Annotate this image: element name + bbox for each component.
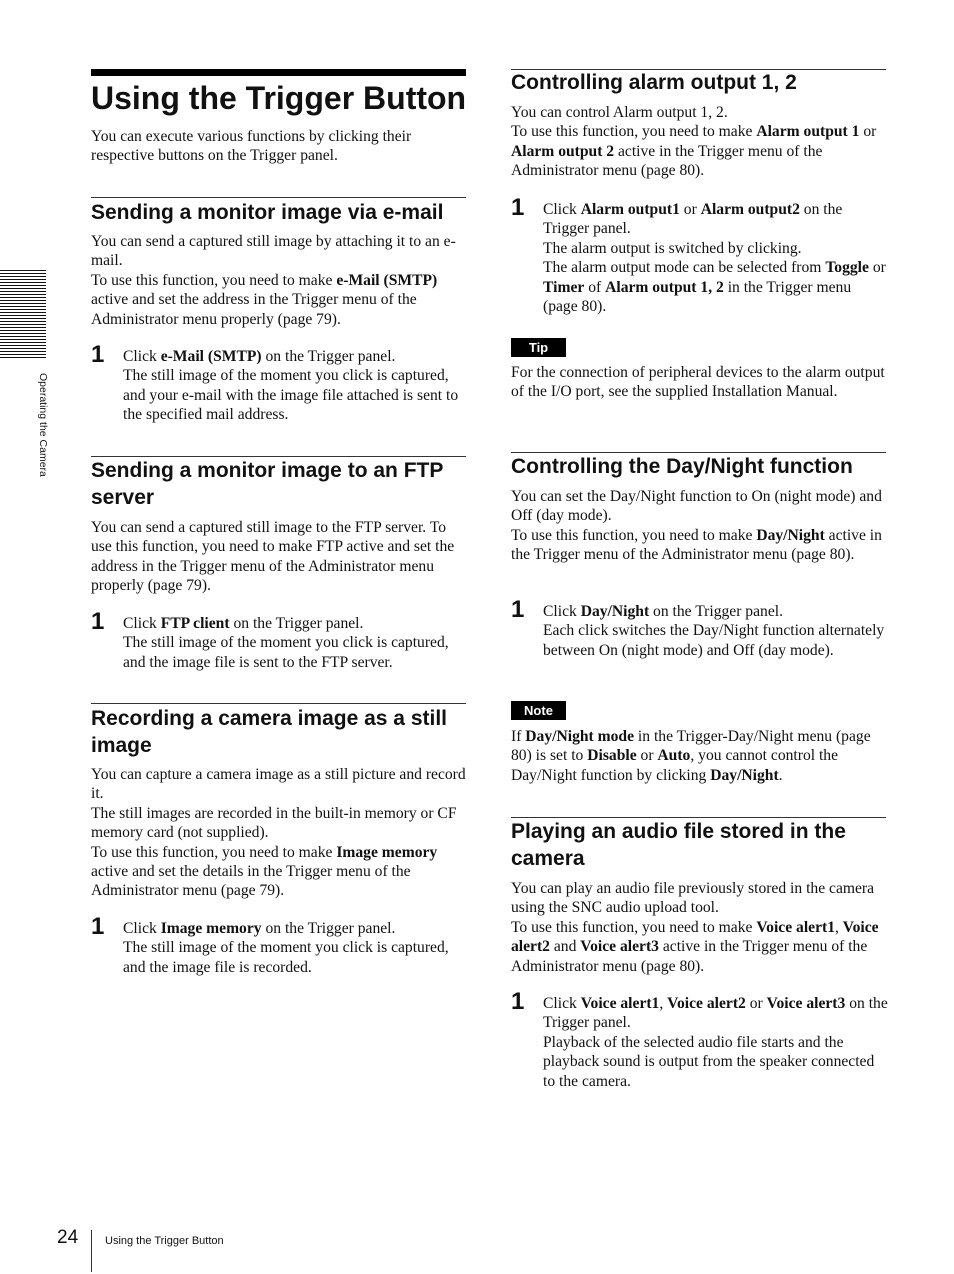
audio-p2: To use this function, you need to make Voice alert1, Voice alert2 and Voice alert3 active in the Trigger menu of the Administrator menu (page 80).: [511, 918, 879, 975]
daynight-p1: You can set the Day/Night function to On (night mode) and Off (day mode).: [511, 488, 882, 525]
section-record: [91, 705, 466, 759]
note-label: Note: [511, 701, 566, 720]
section-heading: Sending a monitor image to an FTP server: [91, 459, 443, 509]
step-number: 1: [91, 913, 105, 940]
side-tab-marker: [0, 270, 46, 358]
record-p2: The still images are recorded in the built-in memory or CF memory card (not supplied).: [91, 804, 457, 842]
step-result: The still image of the moment you click is captured, and your e-mail with the image file attached is sent to the specified mail address.: [123, 367, 459, 424]
step-number: 1: [511, 194, 525, 221]
step-number: 1: [91, 341, 105, 368]
section-rule: [91, 703, 466, 704]
email-p1: You can send a captured still image by attaching it to an e-mail.: [91, 233, 456, 270]
daynight-p2: To use this function, you need to make Day/Night active in the Trigger menu of the Administrator menu (page 80).: [511, 526, 882, 564]
tip-text: For the connection of peripheral devices to the alarm output of the I/O port, see the supplied Installation Manual.: [511, 364, 885, 401]
record-p3: To use this function, you need to make Image memory active and set the details in the Trigger menu of the Administrator menu (page 79).: [91, 843, 438, 900]
section-heading: Recording a camera image as a still image: [91, 707, 447, 757]
step-instruction: Click FTP client on the Trigger panel.: [123, 615, 364, 632]
step-result: Each click switches the Day/Night function alternately between On (night mode) and Off (day mode).: [543, 622, 885, 659]
step-number: 1: [91, 608, 105, 635]
tip-label: Tip: [511, 338, 566, 357]
intro-text: You can execute various functions by clicking their respective buttons on the Trigger panel.: [91, 128, 412, 165]
step-result: The still image of the moment you click is captured, and the image file is sent to the FTP server.: [123, 634, 449, 671]
step-instruction: Click Voice alert1, Voice alert2 or Voice alert3 on the Trigger panel.: [543, 995, 888, 1032]
step-instruction: Click e-Mail (SMTP) on the Trigger panel.: [123, 348, 396, 365]
step-result: The still image of the moment you click is captured, and the image file is recorded.: [123, 939, 449, 976]
step-number: 1: [511, 596, 525, 623]
alarm-p1: You can control Alarm output 1, 2.: [511, 104, 728, 121]
step-number: 1: [511, 988, 525, 1015]
section-daynight: [511, 453, 886, 480]
section-audio: [511, 818, 886, 872]
alarm-p2: To use this function, you need to make Alarm output 1 or Alarm output 2 active in the Trigger menu of the Administrator menu (page 80).: [511, 123, 877, 180]
step-instruction: Click Image memory on the Trigger panel.: [123, 920, 396, 937]
section-heading: Controlling the Day/Night function: [511, 455, 853, 478]
email-body: [91, 232, 466, 329]
alarm-body: [511, 103, 886, 181]
ftp-p1: You can send a captured still image to the FTP server. To use this function, you need to make FTP active and set the address in the Trigger menu of the Administrator menu properly (page 79).: [91, 519, 455, 595]
audio-p1: You can play an audio file previously stored in the camera using the SNC audio upload tool.: [511, 880, 875, 917]
footer-divider: [91, 1230, 92, 1272]
step-result: The alarm output is switched by clicking.: [543, 239, 802, 257]
step-detail: The alarm output mode can be selected from Toggle or Timer of Alarm output 1, 2 in the Trigger menu (page 80).: [543, 259, 886, 316]
email-p2: To use this function, you need to make e-Mail (SMTP) active and set the address in the Trigger menu of the Administrator menu properly (page 79).: [91, 271, 438, 328]
ftp-body: [91, 518, 466, 596]
step-instruction: Click Alarm output1 or Alarm output2 on the Trigger panel.: [543, 201, 843, 238]
record-body: [91, 765, 466, 901]
section-heading: Sending a monitor image via e-mail: [91, 201, 444, 224]
step-result: Playback of the selected audio file starts and the playback sound is output from the speaker connected to the camera.: [543, 1033, 875, 1090]
step-instruction: Click Day/Night on the Trigger panel.: [543, 603, 783, 620]
section-rule: [91, 197, 466, 198]
page-number: 24: [57, 1227, 79, 1248]
audio-body: [511, 879, 886, 976]
record-p1: You can capture a camera image as a still picture and record it.: [91, 766, 466, 803]
section-ftp: [91, 457, 466, 511]
title-bar: [91, 69, 466, 76]
daynight-body: [511, 487, 886, 565]
footer-section-title: Using the Trigger Button: [105, 1235, 224, 1247]
section-email: [91, 199, 466, 226]
note-text: If Day/Night mode in the Trigger-Day/Night menu (page 80) is set to Disable or Auto, you cannot control the Day/Night function by clicking Day/Night.: [511, 728, 871, 784]
section-heading: Controlling alarm output 1, 2: [511, 71, 797, 94]
page-title: Using the Trigger Button: [91, 80, 467, 116]
section-alarm: [511, 69, 886, 96]
section-heading: Playing an audio file stored in the camera: [511, 820, 846, 870]
side-tab-label: Operating the Camera: [37, 373, 49, 477]
